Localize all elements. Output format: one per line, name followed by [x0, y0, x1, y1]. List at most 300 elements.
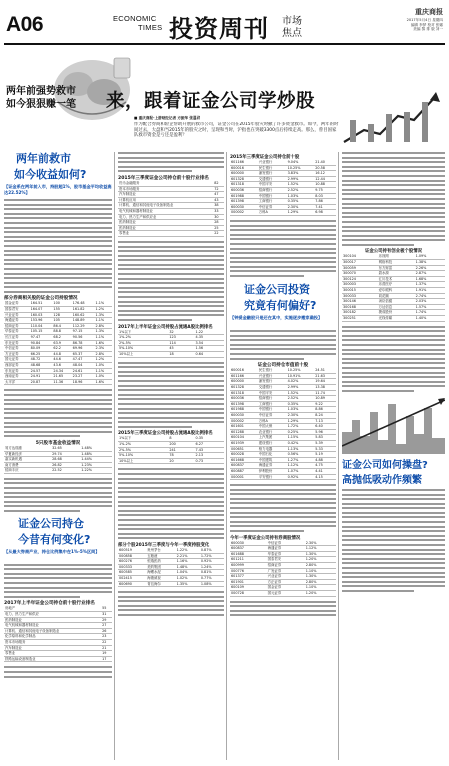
table-cell: 164.07	[30, 307, 53, 313]
table-cell: 1.04%	[176, 570, 200, 576]
table-cell: 1.1%	[94, 368, 112, 374]
table-cell: 300070	[342, 271, 378, 277]
table-cell: 2%-5%	[118, 340, 168, 346]
table-cell: 中信证券	[258, 412, 287, 418]
body-text	[118, 241, 224, 321]
body-text	[230, 484, 336, 532]
table-cell: 1.22	[195, 330, 225, 335]
table-cell: 捷成股份	[378, 310, 415, 316]
table-cell: 100	[52, 301, 71, 306]
table-cell: 20.87	[30, 379, 53, 385]
table-cell: 万达信息	[378, 304, 415, 310]
table-cell: 62.2	[52, 346, 71, 352]
table-cell: 55	[101, 606, 112, 611]
table-cell: 0.73	[195, 458, 225, 464]
table-cell: 计算机应用	[118, 197, 213, 203]
table-cell: 600016	[230, 165, 258, 171]
table-cell: 招商银行	[258, 396, 287, 402]
table-cell: 600519	[118, 548, 146, 553]
dist1-table	[118, 330, 224, 358]
table-cell: 东北证券	[4, 340, 30, 346]
table-row	[118, 351, 224, 357]
table-cell: 1%以下	[118, 330, 168, 335]
table-row	[230, 474, 336, 480]
table-cell: 8.24	[314, 412, 336, 418]
table-cell: 中国银行	[258, 407, 287, 413]
table-row	[4, 379, 112, 385]
table-cell: 3.83%	[287, 171, 315, 177]
section2-title-a: 证金公司持仓	[18, 516, 84, 530]
table-row	[118, 458, 224, 464]
table-cell: 1.0%	[94, 374, 112, 380]
table-cell: 601939	[230, 440, 258, 446]
table-cell: 中国太保	[258, 424, 287, 430]
table-cell: 90.84	[30, 340, 53, 346]
info-line: 2017年5月4日 星期四	[406, 18, 443, 22]
lead-headline: 来，跟着证金公司学炒股	[106, 91, 316, 112]
table-cell: 东吴证券	[4, 368, 30, 374]
table-cell: 国泰君安	[267, 557, 305, 563]
table-cell: 25	[213, 225, 224, 231]
table-cell: 中信证券	[4, 346, 30, 352]
table-cell: 招商银行	[258, 187, 287, 193]
table-cell: 5.96	[314, 429, 336, 435]
table-cell: 1.13%	[287, 446, 315, 452]
body-text	[4, 478, 112, 512]
table-cell: 汤臣倍健	[378, 299, 415, 305]
table-cell: 1.30%	[305, 574, 336, 580]
table-cell: 600036	[230, 396, 258, 402]
table-cell: 2.74%	[415, 293, 445, 299]
table-cell: 153.96	[30, 318, 53, 324]
table-cell: 1.1%	[94, 335, 112, 341]
table-cell: 9.75	[314, 187, 336, 193]
masthead-info	[407, 18, 443, 32]
table-cell: 电力、热力生产和供应业	[118, 214, 213, 220]
table-cell: 600030	[230, 412, 258, 418]
table-cell: 5.83	[314, 435, 336, 441]
table-cell: 中国平安	[258, 182, 287, 188]
table-cell: 1.23%	[80, 462, 112, 468]
table-cell: 华夏新经济	[4, 451, 51, 457]
table-cell: 网宿科技	[378, 260, 415, 266]
table-cell: 110.04	[30, 323, 53, 329]
table-cell: 8.86	[314, 407, 336, 413]
table-cell: 海螺水泥	[146, 570, 175, 576]
table-cell: 1.52%	[287, 390, 315, 396]
table-cell: 易方达瑞惠	[4, 446, 51, 451]
table-cell: 000776	[230, 568, 267, 574]
table-cell: 1.40%	[415, 316, 445, 322]
table-cell: 600104	[230, 435, 258, 441]
lead-intro: 作为配合券商和险企帮助开展的救市公司，证金公司在2015年股灾时撒了许多资金救市。如今，两年的时间过去，大盘和当2015年的股灾之时，呈现和当时，沪指也在突破3300点后持续走高。那么，曾目国家队救市资金是亏还是盈利？	[134, 122, 339, 139]
table-cell: 铁路运输设备制造业	[4, 656, 101, 662]
table-cell: 2.26%	[415, 265, 445, 271]
section4-title-b: 究竟有何偏好?	[244, 299, 317, 313]
table-cell: 1.57%	[415, 304, 445, 310]
table-cell: 格力电器	[258, 446, 287, 452]
table-cell: 招商丰庆	[4, 468, 51, 474]
q1-table-title: 今年一季度证金公司持有券商股情况	[230, 535, 301, 541]
section5-title-b: 高抛低吸动作频繁	[342, 474, 422, 486]
table-cell: 5.39	[314, 440, 336, 446]
table-cell: 601318	[230, 182, 258, 188]
table-cell: 2.8%	[94, 323, 112, 329]
table-cell: 零售业	[118, 231, 213, 237]
table-cell: 1.07%	[287, 468, 315, 474]
table-cell: 48.04	[72, 363, 95, 369]
table-cell: 16.12	[314, 171, 336, 177]
table-cell: 海康威视	[146, 575, 175, 581]
table-cell: 万科A	[258, 418, 287, 424]
table-cell: 1%以下	[118, 436, 168, 441]
section1-title-b: 如今收益如何?	[14, 168, 87, 181]
table-cell: 24.57	[30, 368, 53, 374]
table-cell: 4.02%	[287, 379, 315, 385]
table-cell: 000651	[230, 446, 258, 452]
table-cell: 2.30%	[305, 541, 336, 546]
table-cell: 兴业银行	[258, 373, 287, 379]
table-cell: 601398	[230, 401, 258, 407]
table-cell: 交通银行	[258, 385, 287, 391]
q1-table	[230, 541, 336, 597]
table-cell: 69.96	[72, 346, 95, 352]
table-cell: 中国银行	[258, 193, 287, 199]
table-cell: 600109	[230, 585, 267, 591]
table-cell: 零售业	[4, 651, 101, 657]
table-cell: 90.56	[72, 335, 95, 341]
table-cell: 长江证券	[4, 335, 30, 341]
table-cell: 4.75	[314, 463, 336, 469]
table-cell: 贵州茅台	[146, 548, 175, 553]
table-cell: 1.72%	[200, 553, 224, 559]
table-cell: 1%-2%	[118, 335, 168, 341]
skyline-illustration	[342, 396, 445, 454]
table-cell: 123	[168, 335, 194, 341]
table-cell: 155	[52, 307, 71, 313]
table-cell: 海通证券	[258, 463, 287, 469]
table-cell: 10.25%	[287, 368, 315, 373]
section2-title-b: 今昔有何变化?	[18, 532, 91, 546]
body-text	[4, 389, 112, 437]
table-cell: 1.29%	[287, 418, 315, 424]
table-cell: 601988	[230, 193, 258, 199]
body-text	[4, 199, 112, 293]
table-cell: 000001	[230, 474, 258, 480]
bottom-table-title: 2015年三季度证金公司持仓前十股	[230, 155, 300, 160]
table-cell: 28.68	[51, 457, 80, 463]
body-text	[230, 220, 336, 277]
dist1-title: 2017年上半年证金公司持股占流通A股比例排名	[118, 324, 213, 330]
lead-byline: ■ 重庆商报-上游财经记者 方振华 张蔓君	[134, 116, 201, 120]
table-cell: 中国建筑	[258, 457, 287, 463]
table-cell: 中国平安	[258, 390, 287, 396]
table-cell: 000728	[230, 590, 267, 596]
table-cell: 医药制造业	[118, 220, 213, 226]
table-cell: 78	[168, 453, 194, 459]
table-cell: 9.22	[314, 401, 336, 407]
table-cell: 中信证券	[267, 541, 305, 546]
section1-table	[4, 301, 112, 385]
table-cell: 1.30%	[305, 551, 336, 557]
table-cell: 海通证券	[267, 546, 305, 552]
table-cell: 国泰君安	[4, 307, 30, 313]
table-cell: 63.9	[52, 340, 71, 346]
section4-title-a: 证金公司投资	[244, 283, 310, 297]
table-cell: 建设银行	[258, 440, 287, 446]
table-cell: 电气机械和器材制造业	[4, 623, 101, 629]
table-cell: 601166	[230, 160, 258, 165]
section4-table-title: 证金公司持仓市值前十股	[257, 363, 309, 369]
table-cell: 1.72%	[287, 424, 315, 430]
table-cell: 164.51	[30, 301, 53, 306]
table-cell: 161.82	[72, 307, 95, 313]
table-cell: 38	[213, 203, 224, 209]
table-cell: 兴业银行	[258, 160, 287, 165]
table-cell: 2.03%	[415, 299, 445, 305]
table-cell: 1.48%	[80, 451, 112, 457]
table-cell: 汽车制造业	[4, 645, 101, 651]
table-cell: 0.92%	[287, 474, 315, 480]
table-cell: 600837	[230, 546, 267, 552]
side-table	[342, 254, 445, 321]
table-cell: 工商银行	[258, 401, 287, 407]
table-cell: 2.30%	[287, 412, 315, 418]
table-cell: 光线传媒	[378, 316, 415, 322]
table-cell: 1.3%	[94, 329, 112, 335]
table-cell: 33	[213, 208, 224, 214]
table-cell: 200	[168, 442, 194, 448]
table-cell: 1.1%	[94, 318, 112, 324]
table-cell: 65.37	[72, 351, 95, 357]
table-cell: 交通银行	[258, 176, 287, 182]
table-cell: 1.12%	[287, 463, 315, 469]
section1-subhead: 【证金系在两年前入市，持股超1%，股市基金平均收益高达22.52%】	[4, 184, 112, 195]
table-cell: 兴业证券	[4, 312, 30, 318]
table-cell: 1.48%	[80, 446, 112, 451]
table-cell: 0.35	[195, 436, 225, 441]
table-cell: 1.2%	[94, 357, 112, 363]
table-cell: 17	[101, 656, 112, 662]
table-cell: 0.87%	[200, 548, 224, 553]
section3-table	[118, 181, 224, 237]
table-cell: 爱尔眼科	[378, 288, 415, 294]
table-cell: 1.10%	[305, 568, 336, 574]
table-cell: 11.36	[52, 379, 71, 385]
paper-name: 重庆商报	[415, 7, 443, 16]
table-cell: 1.22%	[80, 468, 112, 474]
table-row	[118, 581, 224, 587]
table-cell: 1.1%	[94, 301, 112, 306]
table-cell: 工商银行	[258, 199, 287, 205]
table-cell: 2.13	[195, 453, 225, 459]
table-cell: 10.88	[314, 182, 336, 188]
table-cell: 128	[52, 312, 71, 318]
table-cell: 2.80%	[305, 579, 336, 585]
table-row	[230, 210, 336, 216]
table-cell: 2.99%	[287, 176, 315, 182]
table-cell: 8.03	[314, 193, 336, 199]
table-cell: 民生银行	[258, 165, 287, 171]
section4-table	[230, 368, 336, 480]
section3-table-title: 2015年三季度证金公司持仓前十股行业排名	[118, 175, 209, 181]
masthead-rule	[4, 43, 445, 45]
paper-title: 投资周刊	[169, 15, 269, 43]
table-cell: 万科A	[258, 210, 287, 216]
table-cell: 化学原料和化学制品	[4, 634, 101, 640]
table-cell: 货币金融服务	[118, 181, 213, 186]
table-cell: 医药制造业	[118, 225, 213, 231]
table-cell: 4.35	[195, 335, 225, 341]
table-cell: 601988	[230, 407, 258, 413]
table-cell: 88.8	[52, 329, 71, 335]
table-cell: 6.40	[314, 424, 336, 430]
table-cell: 中国石化	[258, 452, 287, 458]
table-cell: 22	[213, 231, 224, 237]
section1-title-a: 两年前救市	[16, 152, 71, 165]
table-cell: 48.68	[30, 363, 53, 369]
table-cell: 汽车制造业	[118, 192, 213, 198]
table-cell: 45	[168, 346, 194, 352]
table-cell: 601166	[230, 373, 258, 379]
body-text	[118, 152, 224, 172]
table-cell: 西部证券	[4, 363, 30, 369]
table-cell: 0.35%	[287, 199, 315, 205]
table-cell: 5.19	[314, 452, 336, 458]
masthead	[0, 0, 449, 44]
table-cell: 1.16%	[176, 559, 200, 565]
table-cell: 民生银行	[258, 368, 287, 373]
table-row	[342, 316, 445, 322]
table-cell: 美的集团	[146, 564, 175, 570]
column-4	[342, 150, 445, 762]
table-cell: 30	[213, 214, 224, 220]
table-cell: 1.15%	[287, 435, 315, 441]
table-cell: 华泰证券	[267, 551, 305, 557]
table-cell: 97.47	[30, 335, 53, 341]
table-cell: 19.64	[314, 379, 336, 385]
table-cell: 86.78	[72, 340, 95, 346]
table-cell: 600028	[230, 452, 258, 458]
body-text	[342, 326, 445, 392]
table-cell: 43	[213, 197, 224, 203]
table-cell: 29	[101, 617, 112, 623]
table-cell: 21	[101, 645, 112, 651]
table-cell: 2.30%	[287, 204, 315, 210]
table-cell: 海通证券	[4, 318, 30, 324]
bottom-table	[230, 160, 336, 216]
table-cell: 300059	[342, 265, 378, 271]
section2-table-title: 2017年上半年证金公司持仓前十股行业排名	[4, 601, 95, 607]
table-cell: 68.2	[52, 335, 71, 341]
table-cell: 0.64	[195, 351, 225, 357]
body-text	[342, 152, 445, 246]
table-cell: 105.15	[30, 329, 53, 335]
table-cell: 44.6	[52, 357, 71, 363]
table-cell: 7.86	[314, 199, 336, 205]
table-cell: 1.09%	[415, 254, 445, 259]
table-cell: 1.68%	[415, 276, 445, 282]
table-cell: 5%-10%	[118, 346, 168, 352]
table-cell: 电气机械和器材制造业	[118, 208, 213, 214]
table-cell: 24.91	[30, 374, 53, 380]
table-cell: 1.20%	[305, 557, 336, 563]
table-cell: 600036	[230, 187, 258, 193]
column-divider	[114, 152, 115, 760]
table-cell: 2.8%	[94, 351, 112, 357]
table-cell: 国金证券	[4, 301, 30, 306]
table-cell: 乐视网	[378, 254, 415, 259]
table-cell: 1.22%	[176, 548, 200, 553]
table-cell: 计算机、通信和其他电子设备制造业	[4, 628, 101, 634]
lead-chart-illustration	[340, 90, 444, 148]
times-label: TIMES	[138, 23, 163, 32]
table-cell: 医药制造业	[4, 617, 101, 623]
table-cell: 2.99%	[287, 385, 315, 391]
table-cell: 1.03%	[287, 193, 315, 199]
mid-table	[118, 548, 224, 587]
table-cell: 300017	[342, 260, 378, 266]
table-cell: 112.29	[72, 323, 95, 329]
table-cell: 32.65	[51, 446, 80, 451]
table-cell: 6.27	[195, 442, 225, 448]
table-cell: 47	[213, 192, 224, 198]
table-cell: 8	[168, 436, 194, 441]
table-cell: 方正证券	[4, 351, 30, 357]
table-cell: 1.27%	[287, 457, 315, 463]
table-cell: 1.29%	[287, 210, 315, 216]
table-cell: 2%-5%	[118, 447, 168, 453]
table-cell: 24.61	[72, 368, 95, 374]
table-cell: 1.03%	[287, 407, 315, 413]
kicker-line-1: 两年前强势救市	[6, 86, 76, 97]
table-cell: 房地产	[4, 606, 101, 611]
table-cell: 2.80%	[305, 563, 336, 569]
table-cell: 601318	[230, 390, 258, 396]
table-cell: 600999	[230, 563, 267, 569]
table-cell: 82	[213, 181, 224, 186]
table-cell: 浦发银行	[258, 171, 287, 177]
table-cell: 300033	[342, 293, 378, 299]
table-cell: 160.62	[72, 312, 95, 318]
table-cell: 太平洋	[4, 379, 30, 385]
table-cell: 恒瑞医药	[146, 559, 175, 565]
table-cell: 300251	[342, 316, 378, 322]
table-cell: 2.21%	[176, 553, 200, 559]
table-cell: 5.33	[314, 446, 336, 452]
table-cell: 1.6%	[94, 379, 112, 385]
info-line: 美编 黎 排 版 刘一	[413, 27, 443, 32]
table-cell: 汇川技术	[378, 276, 415, 282]
column-divider	[338, 152, 339, 760]
table-cell: 24.51	[314, 368, 336, 373]
table-cell: 000858	[118, 553, 146, 559]
economic-label: ECONOMIC	[113, 14, 157, 23]
table-cell: 7.41	[314, 204, 336, 210]
table-cell: 1.2%	[94, 307, 112, 313]
body-text	[230, 330, 336, 360]
section1-table-title: 部分券商相关股的证金公司持股情况	[4, 296, 78, 302]
table-cell: 18	[168, 351, 194, 357]
table-cell: 农业银行	[258, 429, 287, 435]
table-cell: 0.25%	[287, 429, 315, 435]
table-cell: 1.91%	[415, 288, 445, 294]
table-cell: 300003	[342, 282, 378, 288]
table-cell: 105	[52, 318, 71, 324]
section1-subtable-title: 5只股市基金收益情况	[35, 440, 81, 446]
table-cell: 0.77%	[200, 575, 224, 581]
table-cell: 601688	[230, 551, 267, 557]
